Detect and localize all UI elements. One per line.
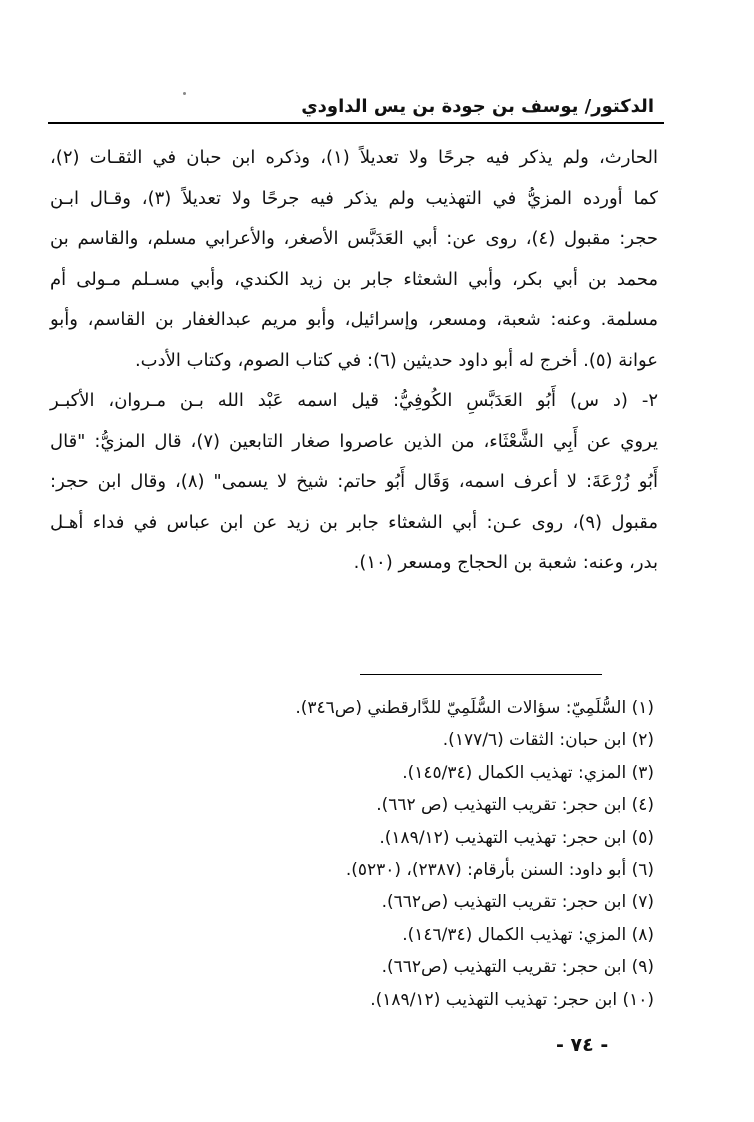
footnote-item: (٢) ابن حبان: الثقات (١٧٧/٦). xyxy=(442,730,654,751)
footnote-item: (٧) ابن حجر: تقريب التهذيب (ص٦٦٢). xyxy=(381,892,654,913)
text-line: محمد بن أبي بكر، وأبي الشعثاء جابر بن زيد الكندي، وأبي مسـلم مـولى أم xyxy=(50,268,658,290)
page-number: - ٧٤ - xyxy=(556,1034,609,1056)
footnote-item: (٤) ابن حجر: تقريب التهذيب (ص ٦٦٢). xyxy=(376,795,654,816)
footnote-separator xyxy=(360,674,602,675)
text-line: كما أورده المزيُّ في التهذيب ولم يذكر فيه جرحًا ولا تعديلاً (٣)، وقـال ابـن xyxy=(50,187,658,209)
text-line: يروي عن أَبِي الشَّعْثَاء، من الذين عاصروا صغار التابعين (٧)، قال المزيُّ: "قال xyxy=(50,430,658,452)
footnote-item: (٦) أبو داود: السنن بأرقام: (٢٣٨٧)، (٥٢٣٠). xyxy=(345,859,654,880)
footnote-item: (٣) المزي: تهذيب الكمال (١٤٥/٣٤). xyxy=(402,762,654,783)
footnote-item: (٩) ابن حجر: تقريب التهذيب (ص٦٦٢). xyxy=(381,957,654,978)
running-header: الدكتور/ يوسف بن جودة بن يس الداودي xyxy=(301,96,654,117)
text-line: أَبُو زُرْعَةَ: لا أعرف اسمه، وَقَال أَبُو حاتم: شيخ لا يسمى" (٨)، وقال ابن حجر: xyxy=(50,471,658,492)
text-line: ٢- (د س) أَبُو العَدَبَّسِ الكُوفِيُّ: قيل اسمه عَبْد الله بـن مـروان، الأكبـر xyxy=(50,390,658,411)
text-line: بدر، وعنه: شعبة بن الحجاج ومسعر (١٠). xyxy=(353,552,658,573)
footnote-item: (١٠) ابن حجر: تهذيب التهذيب (١٨٩/١٢). xyxy=(370,989,654,1010)
footnote-item: (٨) المزي: تهذيب الكمال (١٤٦/٣٤). xyxy=(402,924,654,945)
text-line: حجر: مقبول (٤)، روى عن: أبي العَدَبَّس الأصغر، والأعرابي مسلم، والقاسم بن xyxy=(50,228,658,249)
main-text xyxy=(50,138,658,584)
text-line: عوانة (٥). أخرج له أبو داود حديثين (٦): في كتاب الصوم، وكتاب الأدب. xyxy=(134,349,658,371)
scan-speck xyxy=(183,92,186,95)
text-line: مسلمة. وعنه: شعبة، ومسعر، وإسرائيل، وأبو مريم عبدالغفار بن القاسم، وأبو xyxy=(50,309,658,330)
footnote-item: (٥) ابن حجر: تهذيب التهذيب (١٨٩/١٢). xyxy=(379,827,654,848)
footnotes xyxy=(295,692,654,1016)
header-rule xyxy=(48,122,664,124)
text-line: الحارث، ولم يذكر فيه جرحًا ولا تعديلاً (١)، وذكره ابن حبان في الثقـات (٢)، xyxy=(50,147,659,168)
text-line: مقبول (٩)، روى عـن: أبي الشعثاء جابر بن زيد عن ابن عباس في فداء أهـل xyxy=(50,511,658,533)
footnote-item: (١) السُّلَمِيّ: سؤالات السُّلَمِيّ للدَّارقطني (ص٣٤٦). xyxy=(295,698,654,718)
